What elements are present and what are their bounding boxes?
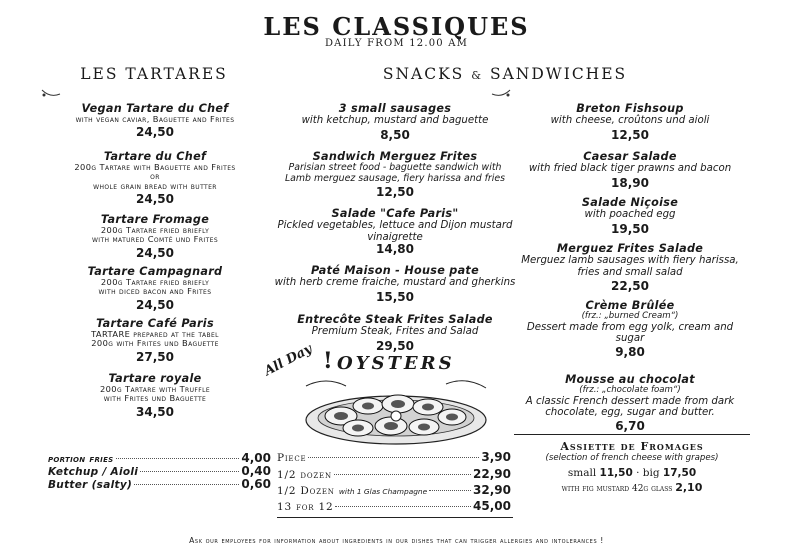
allergy-note: Ask our employees for information about ingredients in our dishes that can trigger allergies and intolerances ! xyxy=(189,536,604,545)
price-row: 13 for 12 45,00 xyxy=(277,499,511,513)
snacks-heading: SNACKS & SANDWICHES xyxy=(382,65,628,83)
price-row: 1/2 dozen 22,90 xyxy=(277,467,511,481)
menu-item: Tartare royale 200g Tartare with Truffle with Frites und Baguette 34,50 xyxy=(99,372,211,419)
flourish-icon xyxy=(40,88,62,100)
page-subtitle: DAILY FROM 12.00 AM xyxy=(324,38,469,49)
fromages-prices: small 11,50 · big 17,50 xyxy=(567,466,697,479)
divider xyxy=(514,434,750,435)
flourish-icon xyxy=(490,88,512,100)
fromages-title: Assiette de Fromages xyxy=(560,440,704,453)
price-row: 1/2 Dozen with 1 Glas Champagne 32,90 xyxy=(277,483,511,497)
menu-item: Entrecôte Steak Frites Salade Premium Steak, Frites and Salad 29,50 xyxy=(297,313,493,353)
menu-item: Vegan Tartare du Chef with vegan caviar, Baguette and Frites 24,50 xyxy=(75,102,235,140)
price-row: Ketchup / Aioli 0,40 xyxy=(48,464,271,478)
tartares-heading: LES TARTARES xyxy=(80,65,228,83)
fromages-block xyxy=(514,441,750,495)
fromages-sub: (selection of french cheese with grapes) xyxy=(545,453,719,464)
oysters-title: OYSTERS xyxy=(337,353,455,374)
menu-item: Tartare Fromage 200g Tartare fried briefly with matured Comté und Frites 24,50 xyxy=(91,213,219,260)
menu-item: Tartare Campagnard 200g Tartare fried briefly with diced bacon and Frites 24,50 xyxy=(87,265,223,312)
price-row: Piece 3,90 xyxy=(277,450,511,464)
menu-item: Sandwich Merguez Frites Parisian street food - baguette sandwich with Lamb merguez sausage, fiery harissa and fries 12,50 xyxy=(284,150,506,199)
menu-item: Mousse au chocolat (frz.: „chocolate foam“) A classic French dessert made from dark chocolate, egg, sugar and butter. 6,70 xyxy=(525,373,735,434)
menu-item: 3 small sausages with ketchup, mustard and baguette 8,50 xyxy=(301,102,489,142)
menu-item: Salade Niçoise with poached egg 19,50 xyxy=(581,196,679,236)
menu-item: Crème Brûlée (frz.: „burned Cream“) Dessert made from egg yolk, cream and sugar 9,80 xyxy=(526,299,734,360)
price-row: Butter (salty) 0,60 xyxy=(48,477,271,491)
oysters-mark: ! xyxy=(323,348,333,374)
menu-item: Tartare du Chef 200g Tartare with Baguette and Frites or whole grain bread with butter 24,50 xyxy=(74,150,236,206)
menu-item: Merguez Frites Salade Merguez lamb sausages with fiery harissa, fries and small salad 22,50 xyxy=(521,242,739,293)
page-title: LES CLASSIQUES xyxy=(263,12,530,41)
menu-item: Salade "Cafe Paris" Pickled vegetables, lettuce and Dijon mustard vinaigrette 14,80 xyxy=(277,207,513,256)
menu-item: Paté Maison - House pate with herb creme fraiche, mustard and gherkins 15,50 xyxy=(274,264,516,304)
oysters-illustration xyxy=(296,376,496,452)
menu-item: Breton Fishsoup with cheese, croûtons und aioli 12,50 xyxy=(550,102,710,142)
price-row: portion fries 4,00 xyxy=(48,451,271,465)
menu-item: Tartare Café Paris TARTARE prepared at the tabel 200g with Frites und Baguette 27,50 xyxy=(91,317,219,364)
divider xyxy=(277,517,513,518)
menu-item: Caesar Salade with fried black tiger prawns and bacon 18,90 xyxy=(528,150,732,190)
fromages-extra: with fig mustard 42g glass 2,10 xyxy=(561,481,703,495)
oysters-script: All Day xyxy=(261,341,315,380)
